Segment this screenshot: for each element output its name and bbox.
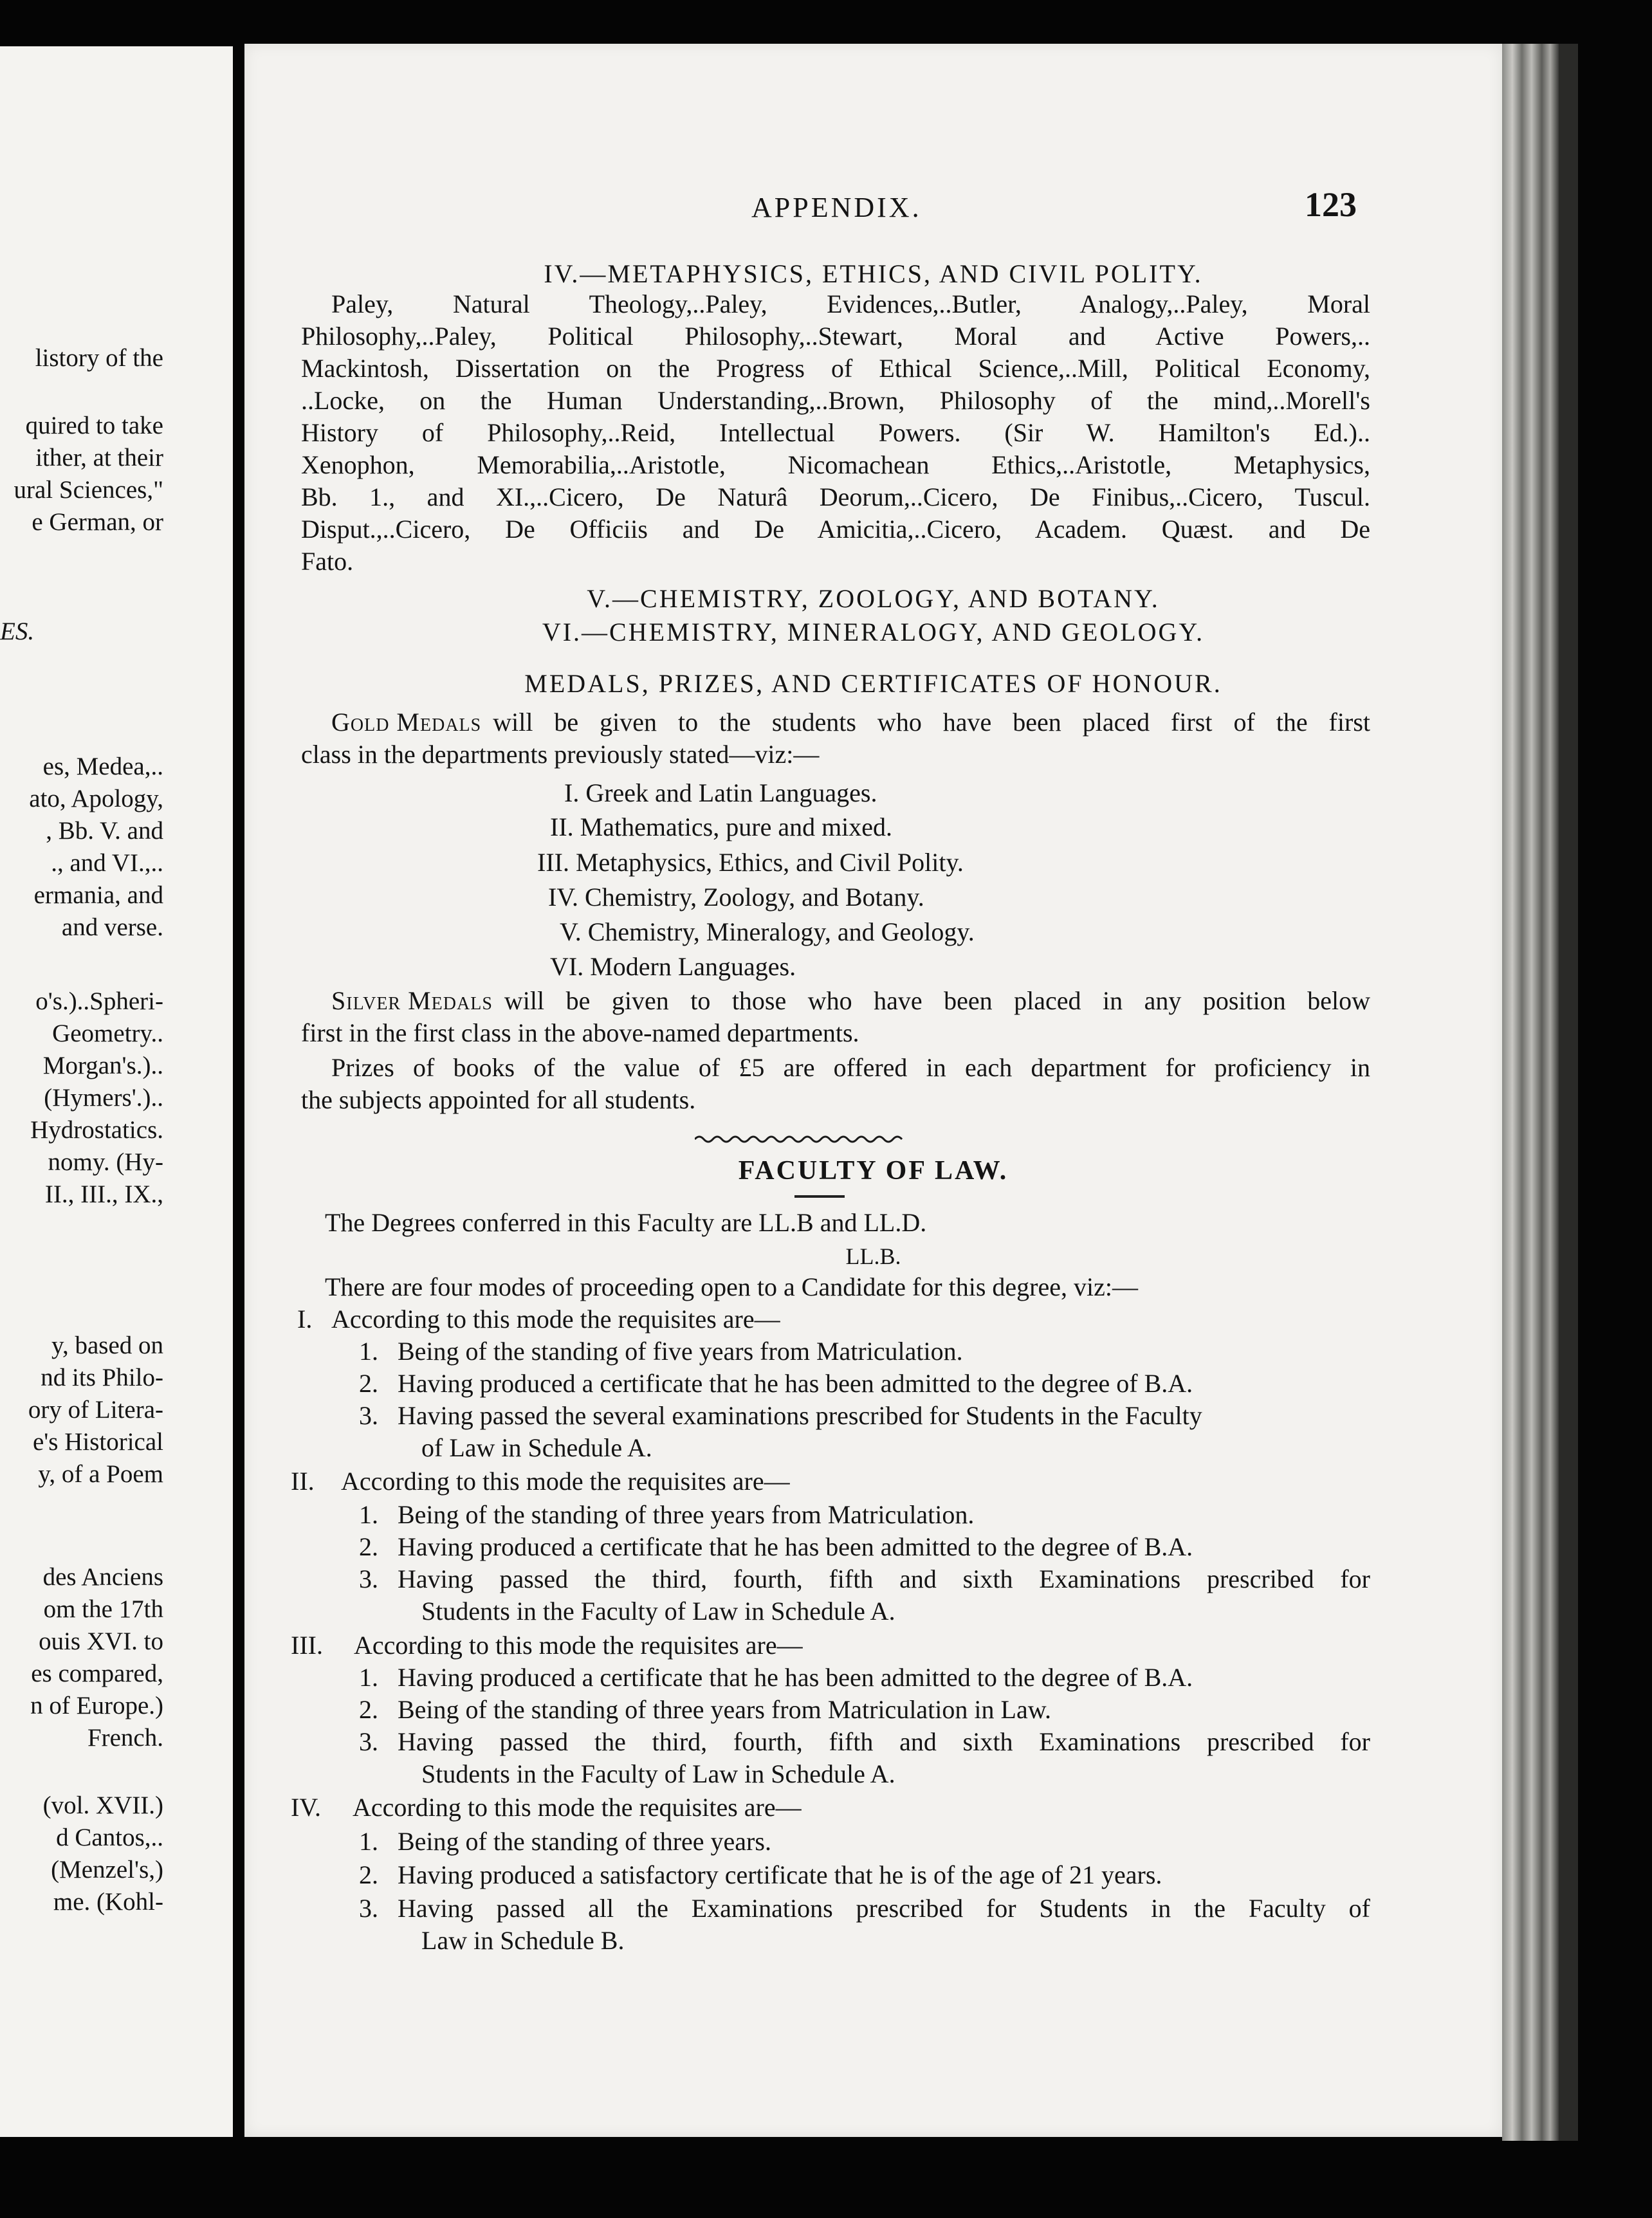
requisite-text: Having passed the several examinations prescribed for Students in the Faculty <box>398 1401 1202 1430</box>
mode-numeral: IV. <box>291 1793 322 1822</box>
left-text-line: es, Medea,.. <box>42 753 163 780</box>
metaphysics-text-line: Fato. <box>301 547 354 576</box>
section-heading-faculty-of-law: FACULTY OF LAW. <box>738 1156 1009 1186</box>
left-text-line: and verse. <box>61 913 163 941</box>
prizes-text-line: Prizes of books of the value of £5 are offered in each department for proficiency in <box>331 1053 1370 1082</box>
left-text-line: (vol. XVII.) <box>42 1792 163 1819</box>
requisite-text: Students in the Faculty of Law in Schedule A. <box>421 1597 895 1626</box>
page-edges <box>1502 44 1559 2141</box>
requisite-number: 1. <box>359 1500 378 1529</box>
requisite-text: Having passed the third, fourth, fifth and sixth Examinations prescribed for <box>398 1727 1370 1756</box>
left-text-line: om the 17th <box>43 1595 163 1623</box>
left-text-line: quired to take <box>25 412 163 439</box>
left-text-line: ermania, and <box>33 881 163 909</box>
mode-numeral: I. <box>297 1305 313 1334</box>
requisite-text: Having produced a certificate that he has been admitted to the degree of B.A. <box>398 1532 1193 1561</box>
gold-medals-text: will be given to the students who have been placed first of the first <box>493 708 1370 737</box>
requisite-text: Being of the standing of three years from Matriculation in Law. <box>398 1695 1051 1724</box>
department-list-item: V. Chemistry, Mineralogy, and Geology. <box>560 917 975 946</box>
requisite-number: 1. <box>359 1663 378 1692</box>
left-text-line: o's.)..Spheri- <box>35 987 163 1015</box>
section-heading-chemistry-zoology: V.—CHEMISTRY, ZOOLOGY, AND BOTANY. <box>587 584 1160 613</box>
law-degrees-line: The Degrees conferred in this Faculty are LL.B and LL.D. <box>325 1208 927 1237</box>
section-heading-medals: MEDALS, PRIZES, AND CERTIFICATES OF HONOUR. <box>524 669 1222 698</box>
left-text-line: (Hymers'.).. <box>44 1084 163 1112</box>
left-text-line: II., III., IX., <box>44 1180 163 1208</box>
gold-medals-label: Gold Medals <box>331 708 482 737</box>
left-text-line: ory of Litera- <box>28 1396 163 1424</box>
department-list-item: VI. Modern Languages. <box>550 952 796 981</box>
left-text-line: es compared, <box>31 1660 163 1687</box>
requisite-text: Having passed all the Examinations prescribed for Students in the Faculty of <box>398 1894 1370 1923</box>
left-text-line: ural Sciences," <box>14 476 163 504</box>
left-text-line: nomy. (Hy- <box>48 1148 163 1176</box>
requisite-text: Students in the Faculty of Law in Schedule A. <box>421 1759 895 1788</box>
requisite-number: 3. <box>359 1401 378 1430</box>
requisite-text: Having produced a certificate that he has been admitted to the degree of B.A. <box>398 1663 1193 1692</box>
left-text-line: e's Historical <box>32 1428 163 1456</box>
requisite-number: 2. <box>359 1695 378 1724</box>
left-text-line: ES. <box>0 618 35 645</box>
mode-lead: According to this mode the requisites are— <box>331 1305 780 1334</box>
mode-numeral: III. <box>291 1631 323 1660</box>
page-number: 123 <box>1305 185 1357 224</box>
department-list-item: IV. Chemistry, Zoology, and Botany. <box>548 883 924 912</box>
left-text-line: nd its Philo- <box>41 1364 163 1391</box>
left-text-line: ., and VI.,.. <box>51 849 163 877</box>
left-text-line: ouis XVI. to <box>39 1627 163 1655</box>
left-text-line: French. <box>87 1724 163 1752</box>
metaphysics-text-line: Disput.,..Cicero, De Officiis and De Amicitia,..Cicero, Academ. Quæst. and De <box>301 515 1370 544</box>
requisite-text: Being of the standing of three years. <box>398 1827 771 1856</box>
book-spine-shadow <box>1559 44 1578 2141</box>
requisite-text: Law in Schedule B. <box>421 1926 625 1955</box>
left-text-line: d Cantos,.. <box>56 1824 163 1851</box>
department-list-item: I. Greek and Latin Languages. <box>564 778 877 807</box>
requisite-number: 3. <box>359 1727 378 1756</box>
requisite-number: 2. <box>359 1532 378 1561</box>
left-text-line: Morgan's.).. <box>42 1052 163 1079</box>
silver-medals-line <box>331 985 1370 1017</box>
silver-medals-text: will be given to those who have been placed in any position below <box>504 986 1370 1015</box>
wavy-rule-ornament <box>695 1132 907 1146</box>
department-list-item: III. Metaphysics, Ethics, and Civil Polity. <box>537 848 964 877</box>
left-text-line: (Menzel's,) <box>51 1856 163 1883</box>
metaphysics-text-line: Paley, Natural Theology,..Paley, Evidences,..Butler, Analogy,..Paley, Moral <box>331 289 1370 318</box>
law-intro-line: There are four modes of proceeding open to a Candidate for this degree, viz:— <box>325 1272 1138 1301</box>
gold-medals-line <box>331 706 1370 738</box>
mode-lead: According to this mode the requisites are— <box>353 1793 802 1822</box>
silver-medals-label: Silver Medals <box>331 986 493 1015</box>
section-heading-chemistry-mineralogy: VI.—CHEMISTRY, MINERALOGY, AND GEOLOGY. <box>542 618 1205 646</box>
left-text-line: Hydrostatics. <box>30 1116 163 1144</box>
requisite-text: Having passed the third, fourth, fifth and sixth Examinations prescribed for <box>398 1564 1370 1593</box>
left-text-line: Geometry.. <box>52 1020 163 1047</box>
requisite-text: of Law in Schedule A. <box>421 1433 652 1462</box>
requisite-number: 1. <box>359 1827 378 1856</box>
requisite-text: Being of the standing of five years from Matriculation. <box>398 1337 963 1366</box>
left-text-line: , Bb. V. and <box>46 817 163 845</box>
left-text-line: ither, at their <box>35 444 163 472</box>
requisite-number: 2. <box>359 1369 378 1398</box>
gold-medals-text-line: class in the departments previously stated—viz:— <box>301 740 820 769</box>
mode-numeral: II. <box>291 1467 315 1496</box>
running-header: APPENDIX. <box>751 192 922 223</box>
department-list-item: II. Mathematics, pure and mixed. <box>550 812 893 841</box>
requisite-text: Having produced a certificate that he has been admitted to the degree of B.A. <box>398 1369 1193 1398</box>
left-text-line: e German, or <box>32 508 163 536</box>
requisite-number: 3. <box>359 1894 378 1923</box>
mode-lead: According to this mode the requisites are— <box>341 1467 790 1496</box>
left-facing-page <box>0 46 233 2137</box>
left-text-line: listory of the <box>35 344 163 372</box>
left-text-line: y, of a Poem <box>38 1460 163 1488</box>
metaphysics-text-line: History of Philosophy,..Reid, Intellectual Powers. (Sir W. Hamilton's Ed.).. <box>301 418 1370 447</box>
metaphysics-text-line: Xenophon, Memorabilia,..Aristotle, Nicomachean Ethics,..Aristotle, Metaphysics, <box>301 450 1370 479</box>
requisite-number: 2. <box>359 1860 378 1889</box>
metaphysics-text-line: ..Locke, on the Human Understanding,..Brown, Philosophy of the mind,..Morell's <box>301 386 1370 415</box>
main-page <box>244 44 1502 2137</box>
requisite-number: 3. <box>359 1564 378 1593</box>
mode-lead: According to this mode the requisites are— <box>354 1631 803 1660</box>
requisite-text: Being of the standing of three years from Matriculation. <box>398 1500 975 1529</box>
law-subheading-llb: LL.B. <box>845 1243 901 1269</box>
section-heading-metaphysics: IV.—METAPHYSICS, ETHICS, AND CIVIL POLITY. <box>544 259 1203 288</box>
left-text-line: me. (Kohl- <box>53 1888 163 1916</box>
left-text-line: n of Europe.) <box>30 1692 163 1719</box>
silver-medals-text-line: first in the first class in the above-named departments. <box>301 1018 859 1047</box>
left-text-line: ato, Apology, <box>29 785 163 812</box>
requisite-number: 1. <box>359 1337 378 1366</box>
metaphysics-text-line: Mackintosh, Dissertation on the Progress of Ethical Science,..Mill, Political Economy, <box>301 354 1370 383</box>
short-rule <box>794 1195 845 1198</box>
requisite-text: Having produced a satisfactory certificate that he is of the age of 21 years. <box>398 1860 1162 1889</box>
metaphysics-text-line: Philosophy,..Paley, Political Philosophy,..Stewart, Moral and Active Powers,.. <box>301 322 1370 351</box>
left-text-line: des Anciens <box>42 1563 163 1591</box>
left-text-line: y, based on <box>51 1332 163 1359</box>
prizes-text-line: the subjects appointed for all students. <box>301 1085 696 1114</box>
metaphysics-text-line: Bb. 1., and XI.,..Cicero, De Naturâ Deorum,..Cicero, De Finibus,..Cicero, Tuscul. <box>301 482 1370 511</box>
